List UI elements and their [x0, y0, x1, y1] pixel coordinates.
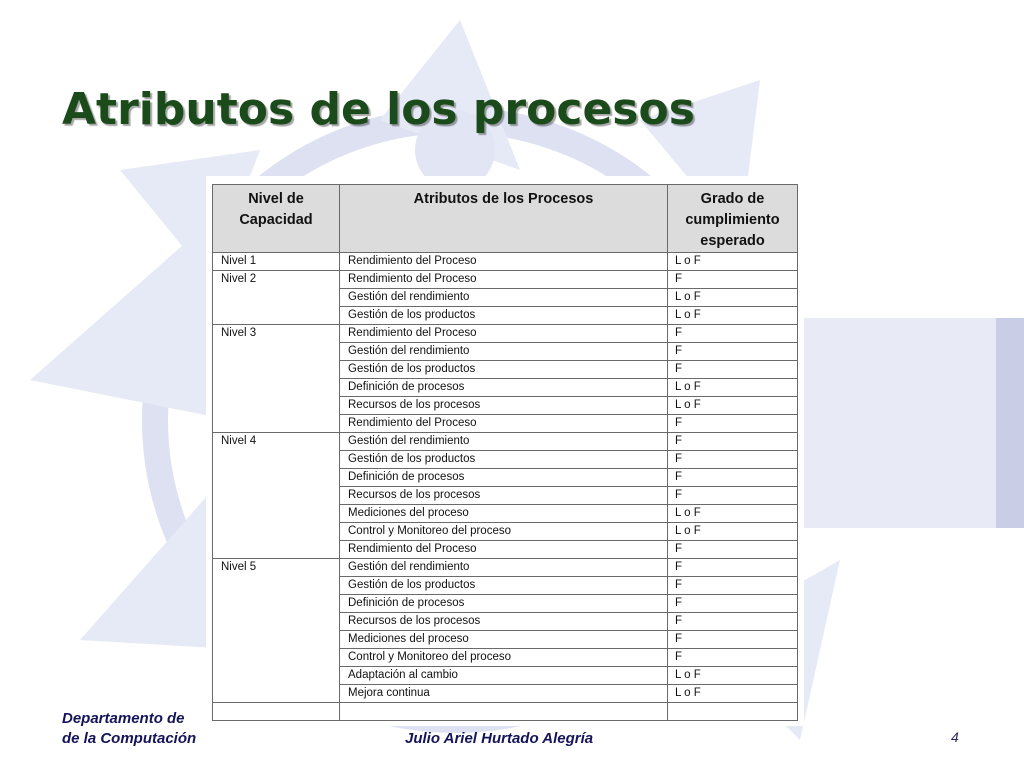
- process-attribute-cell: Control y Monitoreo del proceso: [340, 649, 668, 667]
- empty-cell: [213, 703, 340, 721]
- process-attribute-cell: Recursos de los procesos: [340, 487, 668, 505]
- process-attribute-cell: Rendimiento del Proceso: [340, 415, 668, 433]
- header-capacity-level: Nivel de Capacidad: [213, 185, 340, 253]
- table-row-empty: [213, 703, 798, 721]
- compliance-grade-cell: F: [668, 343, 798, 361]
- compliance-grade-cell: F: [668, 361, 798, 379]
- empty-cell: [668, 703, 798, 721]
- compliance-grade-cell: F: [668, 325, 798, 343]
- compliance-grade-cell: F: [668, 613, 798, 631]
- capacity-level-cell: Nivel 3: [213, 325, 340, 433]
- process-attribute-cell: Mediciones del proceso: [340, 505, 668, 523]
- compliance-grade-cell: L o F: [668, 379, 798, 397]
- compliance-grade-cell: F: [668, 559, 798, 577]
- table-header-row: [213, 185, 798, 253]
- process-attribute-cell: Recursos de los procesos: [340, 613, 668, 631]
- process-attribute-cell: Control y Monitoreo del proceso: [340, 523, 668, 541]
- process-attribute-cell: Definición de procesos: [340, 469, 668, 487]
- empty-cell: [340, 703, 668, 721]
- capacity-level-cell: Nivel 1: [213, 253, 340, 271]
- process-attribute-cell: Rendimiento del Proceso: [340, 253, 668, 271]
- process-attribute-cell: Gestión de los productos: [340, 307, 668, 325]
- footer-department: [62, 709, 196, 749]
- slide-title: Atributos de los procesos: [62, 84, 695, 135]
- process-attribute-cell: Mejora continua: [340, 685, 668, 703]
- compliance-grade-cell: L o F: [668, 289, 798, 307]
- compliance-grade-cell: F: [668, 415, 798, 433]
- compliance-grade-cell: F: [668, 433, 798, 451]
- footer-author: Julio Ariel Hurtado Alegría: [405, 730, 594, 747]
- process-attribute-cell: Rendimiento del Proceso: [340, 271, 668, 289]
- compliance-grade-cell: L o F: [668, 397, 798, 415]
- compliance-grade-cell: F: [668, 451, 798, 469]
- table-row: [213, 253, 798, 271]
- table-row: [213, 433, 798, 451]
- process-attribute-cell: Gestión de los productos: [340, 361, 668, 379]
- process-attribute-cell: Recursos de los procesos: [340, 397, 668, 415]
- header-process-attributes: Atributos de los Procesos: [340, 185, 668, 253]
- compliance-grade-cell: L o F: [668, 253, 798, 271]
- table-row: [213, 271, 798, 289]
- process-attribute-cell: Rendimiento del Proceso: [340, 325, 668, 343]
- compliance-grade-cell: F: [668, 541, 798, 559]
- compliance-grade-cell: L o F: [668, 685, 798, 703]
- compliance-grade-cell: F: [668, 469, 798, 487]
- compliance-grade-cell: F: [668, 631, 798, 649]
- process-attribute-cell: Definición de procesos: [340, 379, 668, 397]
- compliance-grade-cell: F: [668, 595, 798, 613]
- process-attribute-cell: Gestión de los productos: [340, 451, 668, 469]
- compliance-grade-cell: L o F: [668, 505, 798, 523]
- compliance-grade-cell: F: [668, 577, 798, 595]
- capacity-level-cell: Nivel 4: [213, 433, 340, 559]
- process-attribute-cell: Gestión del rendimiento: [340, 433, 668, 451]
- compliance-grade-cell: L o F: [668, 523, 798, 541]
- process-attribute-cell: Adaptación al cambio: [340, 667, 668, 685]
- page-number: 4: [951, 729, 959, 745]
- footer-department-line2: de la Computación: [62, 730, 197, 747]
- process-attributes-table: [212, 184, 798, 721]
- process-attribute-cell: Rendimiento del Proceso: [340, 541, 668, 559]
- table-row: [213, 325, 798, 343]
- capacity-level-cell: Nivel 5: [213, 559, 340, 703]
- capacity-level-cell: Nivel 2: [213, 271, 340, 325]
- process-attribute-cell: Definición de procesos: [340, 595, 668, 613]
- process-attribute-cell: Gestión del rendimiento: [340, 289, 668, 307]
- process-attribute-cell: Gestión del rendimiento: [340, 559, 668, 577]
- process-attribute-cell: Gestión de los productos: [340, 577, 668, 595]
- table-row: [213, 559, 798, 577]
- footer-department-line1: Departamento de: [62, 710, 185, 727]
- compliance-grade-cell: F: [668, 271, 798, 289]
- compliance-grade-cell: L o F: [668, 307, 798, 325]
- header-expected-compliance: Grado de cumplimiento esperado: [668, 185, 798, 253]
- process-attribute-cell: Mediciones del proceso: [340, 631, 668, 649]
- process-attribute-cell: Gestión del rendimiento: [340, 343, 668, 361]
- compliance-grade-cell: F: [668, 487, 798, 505]
- compliance-grade-cell: L o F: [668, 667, 798, 685]
- compliance-grade-cell: F: [668, 649, 798, 667]
